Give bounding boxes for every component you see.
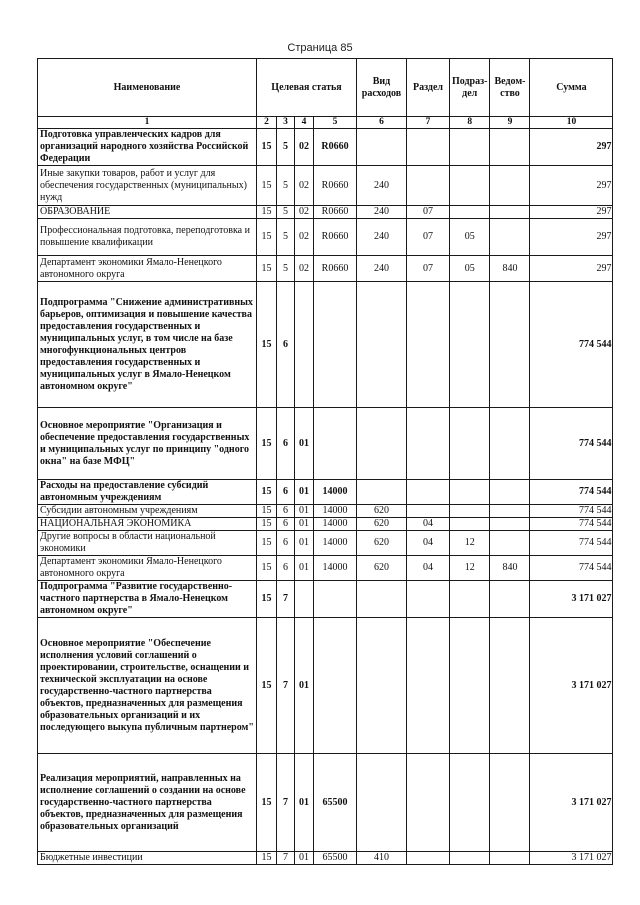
cell-c2: 15 bbox=[257, 206, 277, 219]
header-name: Наименование bbox=[38, 59, 257, 117]
header-podrazdel: Подраз-дел bbox=[450, 59, 490, 117]
cell-c3: 5 bbox=[277, 166, 295, 206]
cell-c5 bbox=[314, 408, 357, 480]
cell-sum: 297 bbox=[530, 256, 613, 282]
cell-c3: 7 bbox=[277, 581, 295, 618]
cell-vid bbox=[357, 129, 407, 166]
cell-sum: 3 171 027 bbox=[530, 852, 613, 865]
cell-podrazdel bbox=[450, 852, 490, 865]
cell-vid: 410 bbox=[357, 852, 407, 865]
cell-vedomstvo bbox=[490, 852, 530, 865]
cell-vid: 240 bbox=[357, 219, 407, 256]
cell-sum: 3 171 027 bbox=[530, 754, 613, 852]
header-target: Целевая статья bbox=[257, 59, 357, 117]
cell-c2: 15 bbox=[257, 219, 277, 256]
column-number-row bbox=[38, 117, 613, 129]
cell-vid bbox=[357, 480, 407, 505]
cell-c2: 15 bbox=[257, 129, 277, 166]
cell-c3: 6 bbox=[277, 480, 295, 505]
cell-vedomstvo bbox=[490, 219, 530, 256]
cell-sum: 774 544 bbox=[530, 480, 613, 505]
cell-c4: 02 bbox=[295, 129, 314, 166]
cell-c4: 01 bbox=[295, 531, 314, 556]
cell-vid: 620 bbox=[357, 505, 407, 518]
cell-c4: 02 bbox=[295, 166, 314, 206]
cell-razdel: 04 bbox=[407, 518, 450, 531]
cell-vedomstvo: 840 bbox=[490, 256, 530, 282]
table-row bbox=[38, 480, 613, 505]
cell-c3: 5 bbox=[277, 219, 295, 256]
cell-c5: 14000 bbox=[314, 531, 357, 556]
cell-vedomstvo bbox=[490, 518, 530, 531]
cell-c5 bbox=[314, 618, 357, 754]
cell-razdel: 07 bbox=[407, 256, 450, 282]
column-number: 5 bbox=[314, 117, 357, 129]
cell-c2: 15 bbox=[257, 618, 277, 754]
cell-name: Подготовка управленческих кадров для организаций народного хозяйства Российской Федерации bbox=[38, 129, 257, 166]
cell-name: Реализация мероприятий, направленных на исполнение соглашений о создании на основе государственно-частного партнерства объектов, предназначенных для размещения образовательных организаций bbox=[38, 754, 257, 852]
cell-name: НАЦИОНАЛЬНАЯ ЭКОНОМИКА bbox=[38, 518, 257, 531]
cell-c4: 01 bbox=[295, 852, 314, 865]
cell-c2: 15 bbox=[257, 581, 277, 618]
table-row bbox=[38, 282, 613, 408]
cell-vedomstvo bbox=[490, 408, 530, 480]
cell-vedomstvo bbox=[490, 505, 530, 518]
cell-podrazdel bbox=[450, 206, 490, 219]
cell-sum: 774 544 bbox=[530, 531, 613, 556]
cell-name: Департамент экономики Ямало-Ненецкого автономного округа bbox=[38, 556, 257, 581]
cell-c4: 02 bbox=[295, 219, 314, 256]
header-row bbox=[38, 59, 613, 117]
cell-c3: 7 bbox=[277, 754, 295, 852]
cell-c3: 5 bbox=[277, 256, 295, 282]
cell-podrazdel bbox=[450, 581, 490, 618]
cell-c2: 15 bbox=[257, 166, 277, 206]
cell-name: Другие вопросы в области национальной экономики bbox=[38, 531, 257, 556]
cell-podrazdel bbox=[450, 408, 490, 480]
table-row bbox=[38, 618, 613, 754]
cell-vedomstvo bbox=[490, 206, 530, 219]
column-number: 2 bbox=[257, 117, 277, 129]
column-number: 4 bbox=[295, 117, 314, 129]
cell-vedomstvo bbox=[490, 581, 530, 618]
cell-c4: 01 bbox=[295, 518, 314, 531]
cell-c5: 14000 bbox=[314, 480, 357, 505]
cell-vid bbox=[357, 408, 407, 480]
cell-c2: 15 bbox=[257, 531, 277, 556]
column-number: 7 bbox=[407, 117, 450, 129]
cell-razdel bbox=[407, 754, 450, 852]
cell-c4: 01 bbox=[295, 505, 314, 518]
budget-table bbox=[37, 58, 613, 865]
cell-c2: 15 bbox=[257, 480, 277, 505]
cell-c4: 01 bbox=[295, 408, 314, 480]
cell-sum: 774 544 bbox=[530, 408, 613, 480]
cell-vedomstvo bbox=[490, 282, 530, 408]
table-row bbox=[38, 581, 613, 618]
cell-vid bbox=[357, 754, 407, 852]
cell-name: Департамент экономики Ямало-Ненецкого автономного округа bbox=[38, 256, 257, 282]
cell-c3: 6 bbox=[277, 556, 295, 581]
cell-razdel bbox=[407, 852, 450, 865]
cell-vedomstvo bbox=[490, 129, 530, 166]
cell-sum: 297 bbox=[530, 206, 613, 219]
table-row bbox=[38, 256, 613, 282]
cell-podrazdel bbox=[450, 480, 490, 505]
cell-podrazdel bbox=[450, 282, 490, 408]
table-row bbox=[38, 754, 613, 852]
cell-sum: 297 bbox=[530, 166, 613, 206]
header-vid: Вид расходов bbox=[357, 59, 407, 117]
cell-podrazdel bbox=[450, 754, 490, 852]
cell-c2: 15 bbox=[257, 408, 277, 480]
cell-vid bbox=[357, 618, 407, 754]
cell-sum: 774 544 bbox=[530, 505, 613, 518]
column-number: 8 bbox=[450, 117, 490, 129]
cell-name: Подпрограмма "Развитие государственно-частного партнерства в Ямало-Ненецком автономном округе" bbox=[38, 581, 257, 618]
cell-c3: 7 bbox=[277, 852, 295, 865]
column-number: 10 bbox=[530, 117, 613, 129]
cell-c2: 15 bbox=[257, 505, 277, 518]
cell-vid: 620 bbox=[357, 518, 407, 531]
cell-c2: 15 bbox=[257, 256, 277, 282]
column-number: 9 bbox=[490, 117, 530, 129]
cell-podrazdel: 05 bbox=[450, 256, 490, 282]
cell-razdel bbox=[407, 618, 450, 754]
cell-c4 bbox=[295, 282, 314, 408]
cell-sum: 3 171 027 bbox=[530, 581, 613, 618]
cell-c3: 5 bbox=[277, 206, 295, 219]
cell-name: Иные закупки товаров, работ и услуг для обеспечения государственных (муниципальных) нужд bbox=[38, 166, 257, 206]
cell-razdel: 04 bbox=[407, 531, 450, 556]
cell-c5: 14000 bbox=[314, 505, 357, 518]
cell-c3: 6 bbox=[277, 408, 295, 480]
cell-c5: R0660 bbox=[314, 206, 357, 219]
cell-c4: 01 bbox=[295, 618, 314, 754]
table-row bbox=[38, 852, 613, 865]
table-row bbox=[38, 129, 613, 166]
cell-razdel bbox=[407, 505, 450, 518]
cell-razdel bbox=[407, 129, 450, 166]
cell-c5: 65500 bbox=[314, 852, 357, 865]
cell-podrazdel bbox=[450, 518, 490, 531]
table-row bbox=[38, 166, 613, 206]
cell-razdel bbox=[407, 282, 450, 408]
cell-name: ОБРАЗОВАНИЕ bbox=[38, 206, 257, 219]
column-number: 6 bbox=[357, 117, 407, 129]
table-row bbox=[38, 518, 613, 531]
cell-c5: R0660 bbox=[314, 166, 357, 206]
cell-razdel bbox=[407, 408, 450, 480]
cell-c5: 65500 bbox=[314, 754, 357, 852]
cell-vedomstvo bbox=[490, 480, 530, 505]
cell-c2: 15 bbox=[257, 852, 277, 865]
cell-c5: R0660 bbox=[314, 219, 357, 256]
cell-razdel: 07 bbox=[407, 206, 450, 219]
cell-podrazdel: 12 bbox=[450, 556, 490, 581]
cell-razdel: 04 bbox=[407, 556, 450, 581]
cell-razdel bbox=[407, 480, 450, 505]
cell-vedomstvo bbox=[490, 531, 530, 556]
cell-podrazdel bbox=[450, 166, 490, 206]
cell-c4 bbox=[295, 581, 314, 618]
cell-name: Бюджетные инвестиции bbox=[38, 852, 257, 865]
cell-c5: R0660 bbox=[314, 256, 357, 282]
cell-name: Основное мероприятие "Организация и обеспечение предоставления государственных и муниципальных услуг по принципу "одного окна" на базе МФЦ" bbox=[38, 408, 257, 480]
cell-name: Основное мероприятие "Обеспечение исполнения условий соглашений о проектировании, строительстве, оснащении и технической эксплуатации на основе государственно-частного партнерства объектов, предназначенных для размещения образовательных организаций и их последующего выкупа публичным партнером" bbox=[38, 618, 257, 754]
cell-vid: 240 bbox=[357, 256, 407, 282]
cell-vid bbox=[357, 581, 407, 618]
cell-c2: 15 bbox=[257, 754, 277, 852]
cell-c4: 01 bbox=[295, 754, 314, 852]
table-row bbox=[38, 505, 613, 518]
table-row bbox=[38, 408, 613, 480]
cell-vedomstvo bbox=[490, 754, 530, 852]
cell-razdel bbox=[407, 166, 450, 206]
cell-vedomstvo bbox=[490, 166, 530, 206]
cell-c5: R0660 bbox=[314, 129, 357, 166]
cell-sum: 3 171 027 bbox=[530, 618, 613, 754]
cell-c3: 5 bbox=[277, 129, 295, 166]
cell-podrazdel: 12 bbox=[450, 531, 490, 556]
cell-vid: 620 bbox=[357, 531, 407, 556]
cell-c5: 14000 bbox=[314, 518, 357, 531]
header-razdel: Раздел bbox=[407, 59, 450, 117]
cell-sum: 774 544 bbox=[530, 518, 613, 531]
cell-sum: 297 bbox=[530, 219, 613, 256]
cell-razdel: 07 bbox=[407, 219, 450, 256]
cell-name: Профессиональная подготовка, переподготовка и повышение квалификации bbox=[38, 219, 257, 256]
cell-c3: 6 bbox=[277, 505, 295, 518]
cell-podrazdel: 05 bbox=[450, 219, 490, 256]
table-row bbox=[38, 531, 613, 556]
cell-name: Подпрограмма "Снижение административных барьеров, оптимизация и повышение качества предоставления государственных и муниципальных услуг, в том числе на базе многофункциональных центров предоставления государственных и муниципальных услуг в Ямало-Ненецком автономном округе" bbox=[38, 282, 257, 408]
cell-c4: 01 bbox=[295, 480, 314, 505]
cell-c5 bbox=[314, 282, 357, 408]
header-summa: Сумма bbox=[530, 59, 613, 117]
cell-podrazdel bbox=[450, 505, 490, 518]
column-number: 1 bbox=[38, 117, 257, 129]
cell-c2: 15 bbox=[257, 282, 277, 408]
header-vedomstvo: Ведом-ство bbox=[490, 59, 530, 117]
cell-sum: 774 544 bbox=[530, 282, 613, 408]
cell-name: Расходы на предоставление субсидий автономным учреждениям bbox=[38, 480, 257, 505]
page-number: Страница 85 bbox=[287, 42, 353, 54]
cell-vedomstvo: 840 bbox=[490, 556, 530, 581]
cell-sum: 774 544 bbox=[530, 556, 613, 581]
cell-name: Субсидии автономным учреждениям bbox=[38, 505, 257, 518]
cell-c3: 6 bbox=[277, 282, 295, 408]
cell-vid bbox=[357, 282, 407, 408]
cell-c3: 7 bbox=[277, 618, 295, 754]
cell-vid: 240 bbox=[357, 166, 407, 206]
table-row bbox=[38, 206, 613, 219]
cell-c4: 01 bbox=[295, 556, 314, 581]
table-row bbox=[38, 556, 613, 581]
cell-podrazdel bbox=[450, 129, 490, 166]
cell-c3: 6 bbox=[277, 518, 295, 531]
cell-c5: 14000 bbox=[314, 556, 357, 581]
cell-c2: 15 bbox=[257, 556, 277, 581]
cell-podrazdel bbox=[450, 618, 490, 754]
column-number: 3 bbox=[277, 117, 295, 129]
cell-c4: 02 bbox=[295, 256, 314, 282]
cell-vid: 240 bbox=[357, 206, 407, 219]
cell-c3: 6 bbox=[277, 531, 295, 556]
cell-vedomstvo bbox=[490, 618, 530, 754]
cell-c5 bbox=[314, 581, 357, 618]
cell-razdel bbox=[407, 581, 450, 618]
cell-c2: 15 bbox=[257, 518, 277, 531]
cell-sum: 297 bbox=[530, 129, 613, 166]
table-row bbox=[38, 219, 613, 256]
cell-c4: 02 bbox=[295, 206, 314, 219]
cell-vid: 620 bbox=[357, 556, 407, 581]
